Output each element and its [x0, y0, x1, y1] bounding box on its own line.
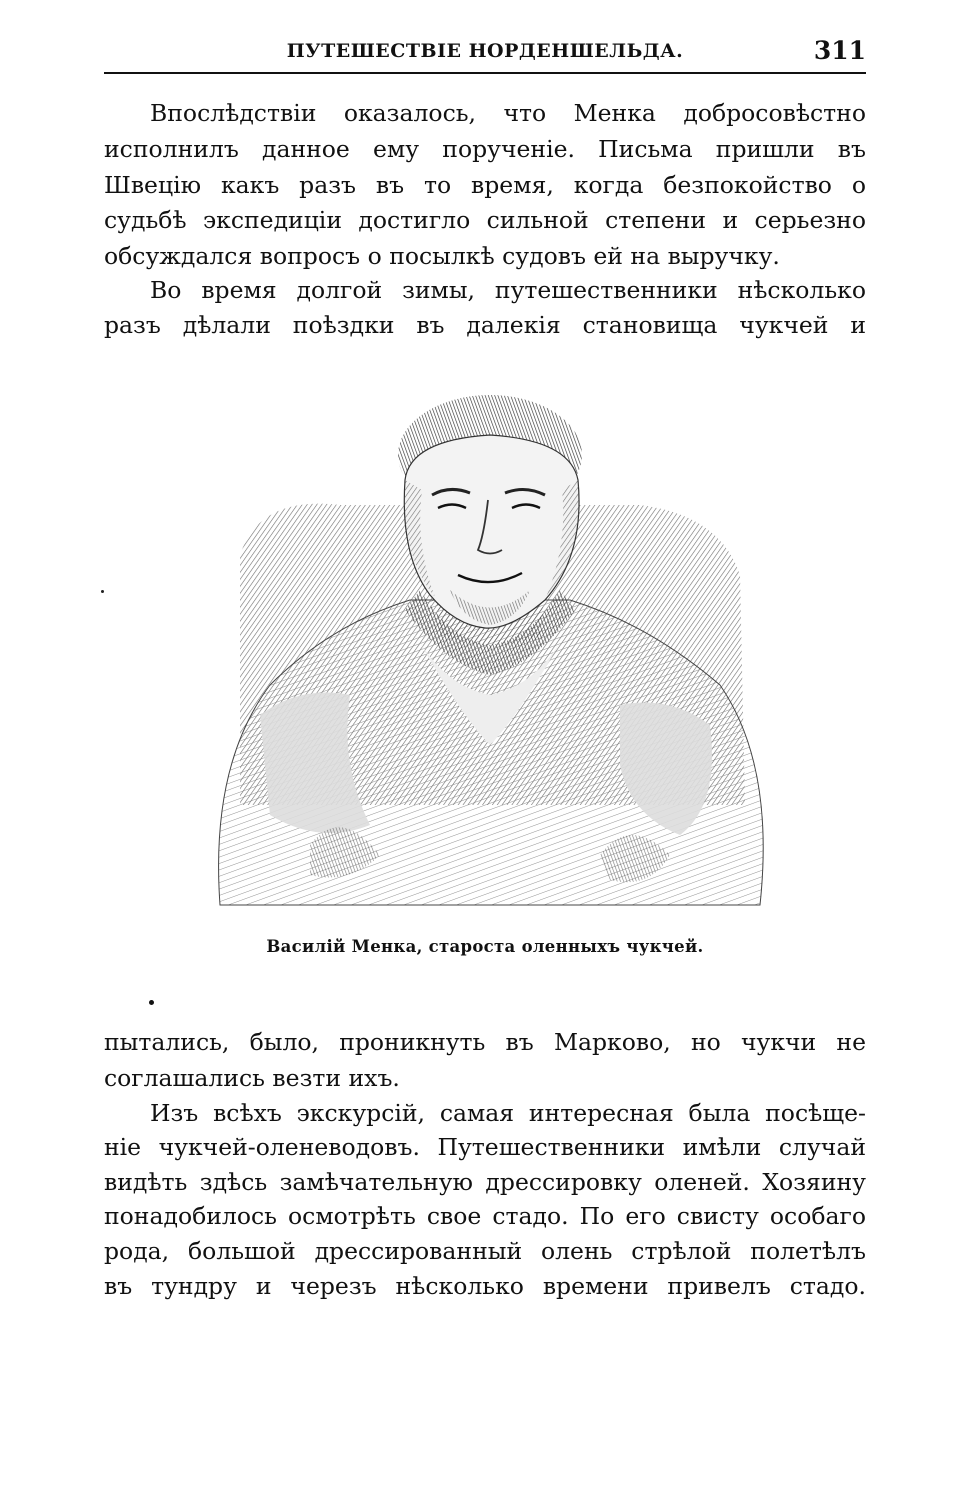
text-line: разъ дѣлали поѣздки въ далекія становища чукчей и — [104, 311, 866, 339]
text-line: Впослѣдствіи оказалось, что Менка добросовѣстно — [150, 99, 866, 127]
page-number: 311 — [813, 36, 866, 65]
running-header — [104, 36, 866, 74]
text-line: въ тундру и черезъ нѣсколько времени привелъ стадо. — [104, 1272, 866, 1300]
text-line: рода, большой дрессированный олень стрѣлой полетѣлъ — [104, 1237, 866, 1265]
text-line: обсуждался вопросъ о посылкѣ судовъ ей на выручку. — [104, 242, 780, 270]
text-line: видѣть здѣсь замѣчательную дрессировку оленей. Хозяину — [104, 1168, 866, 1196]
figure-caption: Василій Менка, староста оленныхъ чукчей. — [266, 937, 704, 956]
text-line: понадобилось осмотрѣть свое стадо. По его свисту особаго — [104, 1202, 866, 1230]
text-line: судьбѣ экспедиціи достигло сильной степени и серьезно — [104, 206, 866, 234]
text-line: Швецію какъ разъ въ то время, когда безпокойство о — [104, 171, 866, 199]
header-title: ПУТЕШЕСТВІЕ НОРДЕНШЕЛЬДА. — [286, 40, 684, 62]
text-line: пытались, было, проникнуть въ Марково, но чукчи не — [104, 1028, 866, 1056]
text-line: Изъ всѣхъ экскурсій, самая интересная была посѣще- — [150, 1099, 866, 1127]
text-line: Во время долгой зимы, путешественники нѣсколько — [150, 276, 866, 304]
text-line: ніе чукчей-оленеводовъ. Путешественники имѣли случай — [104, 1133, 866, 1161]
text-line: соглашались везти ихъ. — [104, 1064, 400, 1092]
print-speck — [101, 590, 104, 593]
text-line: исполнилъ данное ему порученіе. Письма пришли въ — [104, 135, 866, 163]
portrait-engraving — [200, 385, 780, 915]
portrait-illustration — [200, 385, 780, 915]
print-speck — [149, 1000, 154, 1005]
